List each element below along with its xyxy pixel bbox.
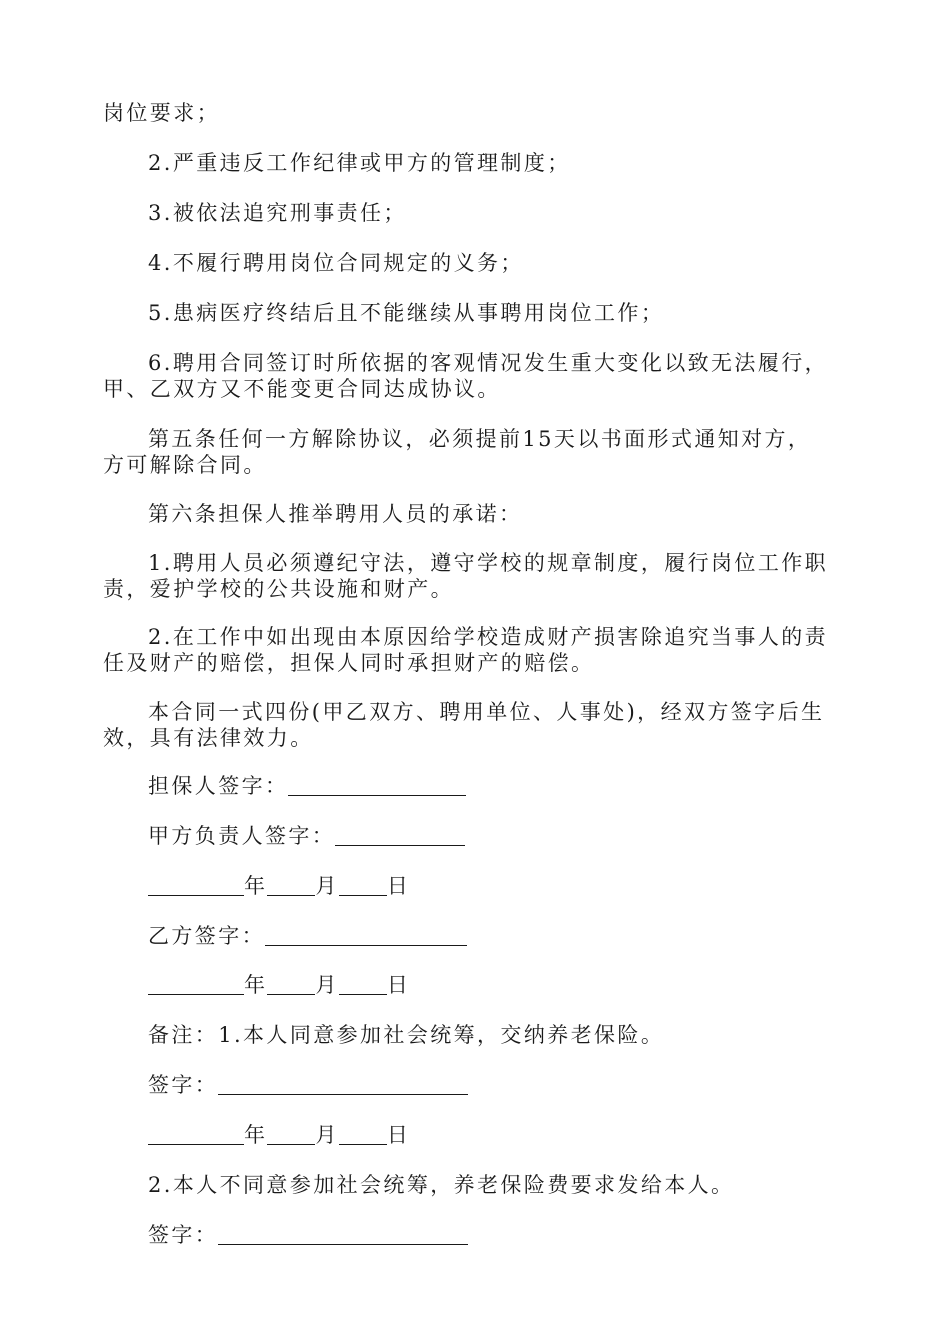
party-b-signature-label: 乙方签字： <box>148 924 265 948</box>
note-1: 备注：1.本人同意参加社会统筹，交纳养老保险。 <box>148 1023 665 1047</box>
day-label: 日 <box>386 973 411 997</box>
day-blank[interactable] <box>339 875 387 896</box>
party-b-signature-row <box>148 923 467 949</box>
signature-blank[interactable] <box>218 1074 468 1095</box>
party-a-signature-label: 甲方负责人签字： <box>148 824 336 848</box>
date-row-party-a <box>148 873 410 899</box>
year-label: 年 <box>244 874 268 898</box>
termination-condition-6-line-2: 甲、乙双方又不能变更合同达成协议。 <box>103 377 501 401</box>
month-label: 月 <box>315 874 339 898</box>
year-label: 年 <box>244 973 268 997</box>
guarantor-signature-blank[interactable] <box>288 775 466 796</box>
date-row-party-b <box>148 972 410 998</box>
day-blank[interactable] <box>339 974 387 995</box>
contract-copies-line-1: 本合同一式四份(甲乙双方、聘用单位、人事处)，经双方签字后生 <box>148 700 825 724</box>
article-5-line-2: 方可解除合同。 <box>103 453 267 477</box>
termination-condition-5: 5.患病医疗终结后且不能继续从事聘用岗位工作； <box>148 301 665 325</box>
day-label: 日 <box>386 874 411 898</box>
signature-label: 签字： <box>148 1223 219 1247</box>
year-blank[interactable] <box>148 875 244 896</box>
day-label: 日 <box>386 1123 411 1147</box>
termination-condition-4: 4.不履行聘用岗位合同规定的义务； <box>148 251 524 275</box>
day-blank[interactable] <box>339 1124 387 1145</box>
paragraph-job-requirements-tail: 岗位要求； <box>103 101 220 125</box>
article-5-line-1: 第五条任何一方解除协议，必须提前15天以书面形式通知对方， <box>148 427 812 451</box>
month-label: 月 <box>315 1123 339 1147</box>
month-blank[interactable] <box>267 1124 315 1145</box>
month-label: 月 <box>315 973 339 997</box>
party-a-signature-row <box>148 823 465 849</box>
note-2-signature-row <box>148 1222 468 1248</box>
termination-condition-2: 2.严重违反工作纪律或甲方的管理制度； <box>148 151 571 175</box>
guarantor-signature-label: 担保人签字： <box>148 774 289 798</box>
year-blank[interactable] <box>148 1124 244 1145</box>
month-blank[interactable] <box>267 875 315 896</box>
year-blank[interactable] <box>148 974 244 995</box>
note-1-signature-row <box>148 1072 468 1098</box>
party-b-signature-blank[interactable] <box>265 925 467 946</box>
termination-condition-6-line-1: 6.聘用合同签订时所依据的客观情况发生重大变化以致无法履行， <box>148 351 829 375</box>
contract-copies-line-2: 效，具有法律效力。 <box>103 726 314 750</box>
article-6-heading: 第六条担保人推举聘用人员的承诺： <box>148 502 523 526</box>
party-a-signature-blank[interactable] <box>335 825 465 846</box>
note-2: 2.本人不同意参加社会统筹，养老保险费要求发给本人。 <box>148 1173 735 1197</box>
article-6-item-1-line-1: 1.聘用人员必须遵纪守法，遵守学校的规章制度，履行岗位工作职 <box>148 551 829 575</box>
date-row-note-1 <box>148 1122 410 1148</box>
article-6-item-2-line-2: 任及财产的赔偿，担保人同时承担财产的赔偿。 <box>103 651 595 675</box>
article-6-item-2-line-1: 2.在工作中如出现由本原因给学校造成财产损害除追究当事人的责 <box>148 625 829 649</box>
termination-condition-3: 3.被依法追究刑事责任； <box>148 201 407 225</box>
guarantor-signature-row <box>148 773 466 799</box>
year-label: 年 <box>244 1123 268 1147</box>
month-blank[interactable] <box>267 974 315 995</box>
article-6-item-1-line-2: 责，爱护学校的公共设施和财产。 <box>103 577 454 601</box>
signature-blank[interactable] <box>218 1224 468 1245</box>
signature-label: 签字： <box>148 1073 219 1097</box>
